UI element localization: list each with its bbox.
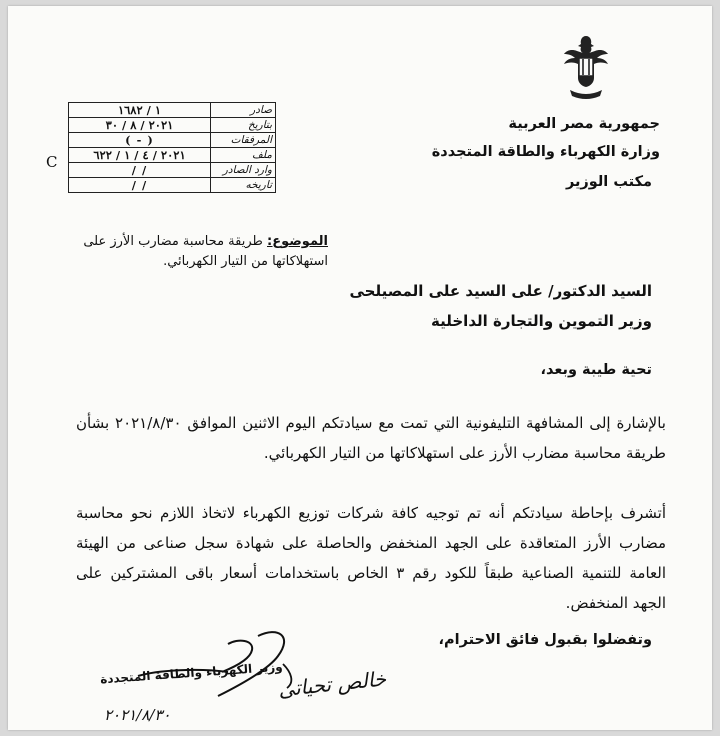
reference-table xyxy=(68,102,276,193)
ministry-name: وزارة الكهرباء والطاقة المتجددة xyxy=(431,144,660,160)
ref-label-its-date: تاريخه xyxy=(211,178,276,193)
ref-label-date: بتاريخ xyxy=(211,118,276,133)
subject-block xyxy=(66,232,328,280)
table-row xyxy=(69,133,276,148)
country-name: جمهورية مصر العربية xyxy=(508,116,660,132)
signature-title: وزير الكهرباء والطاقة المتجددة xyxy=(99,659,284,687)
ref-value-date: ٢٠٢١ / ٨ / ٣٠ xyxy=(69,118,211,133)
handwritten-regards: خالص تحياتى xyxy=(277,666,388,702)
ref-label-file: ملف xyxy=(211,148,276,163)
letter-page xyxy=(8,6,712,730)
paragraph-2: أتشرف بإحاطة سيادتكم أنه تم توجيه كافة شركات توزيع الكهرباء لاتخاذ اللازم نحو محاسبة مضارب الأرز المتعاقدة على الجهد المنخفض والحاصلة على شهادة سجل صناعى من الهيئة العامة للتنمية الصناعية طبقاً للكود رقم ٣ الخاص باستخدامات أسعار باقى المشتركين على الجهد المنخفض. xyxy=(76,504,666,612)
file-side-mark: C xyxy=(46,153,58,171)
ref-value-its-date: / / xyxy=(69,178,211,193)
table-row xyxy=(69,163,276,178)
paragraph-1: بالإشارة إلى المشافهة التليفونية التي تمت مع سيادتكم اليوم الاثنين الموافق ٢٠٢١/٨/٣٠ بشأن طريقة محاسبة مضارب الأرز على استهلاكاتها من التيار الكهربائي. xyxy=(76,414,666,462)
closing: وتفضلوا بقبول فائق الاحترام، xyxy=(438,632,652,648)
table-row xyxy=(69,178,276,193)
addressee-name: السيد الدكتور/ على السيد على المصيلحى xyxy=(349,282,652,300)
table-row xyxy=(69,118,276,133)
greeting: تحية طيبة وبعد، xyxy=(540,362,652,378)
ref-value-attachments: ( - ) xyxy=(69,133,211,148)
ref-value-file: ٢٠٢١ / ٤ / ١ / ٦٢٢ xyxy=(69,148,211,163)
ref-label-incoming: وارد الصادر xyxy=(211,163,276,178)
ref-label-issued: صادر xyxy=(211,103,276,118)
subject-text: طريقة محاسبة مضارب الأرز على استهلاكاتها من التيار الكهربائي. xyxy=(83,234,328,269)
table-row xyxy=(69,148,276,163)
ref-label-attachments: المرفقات xyxy=(211,133,276,148)
table-row xyxy=(69,103,276,118)
addressee-title: وزير التموين والتجارة الداخلية xyxy=(431,312,652,330)
ref-value-incoming: / / xyxy=(69,163,211,178)
egypt-eagle-emblem-icon xyxy=(560,34,612,102)
office-name: مكتب الوزير xyxy=(565,174,652,190)
ref-value-issued: ١ / ١٦٨٢ xyxy=(69,103,211,118)
signature-date: ٢٠٢١/٨/٣٠ xyxy=(104,706,171,724)
subject-label: الموضوع: xyxy=(267,234,328,249)
